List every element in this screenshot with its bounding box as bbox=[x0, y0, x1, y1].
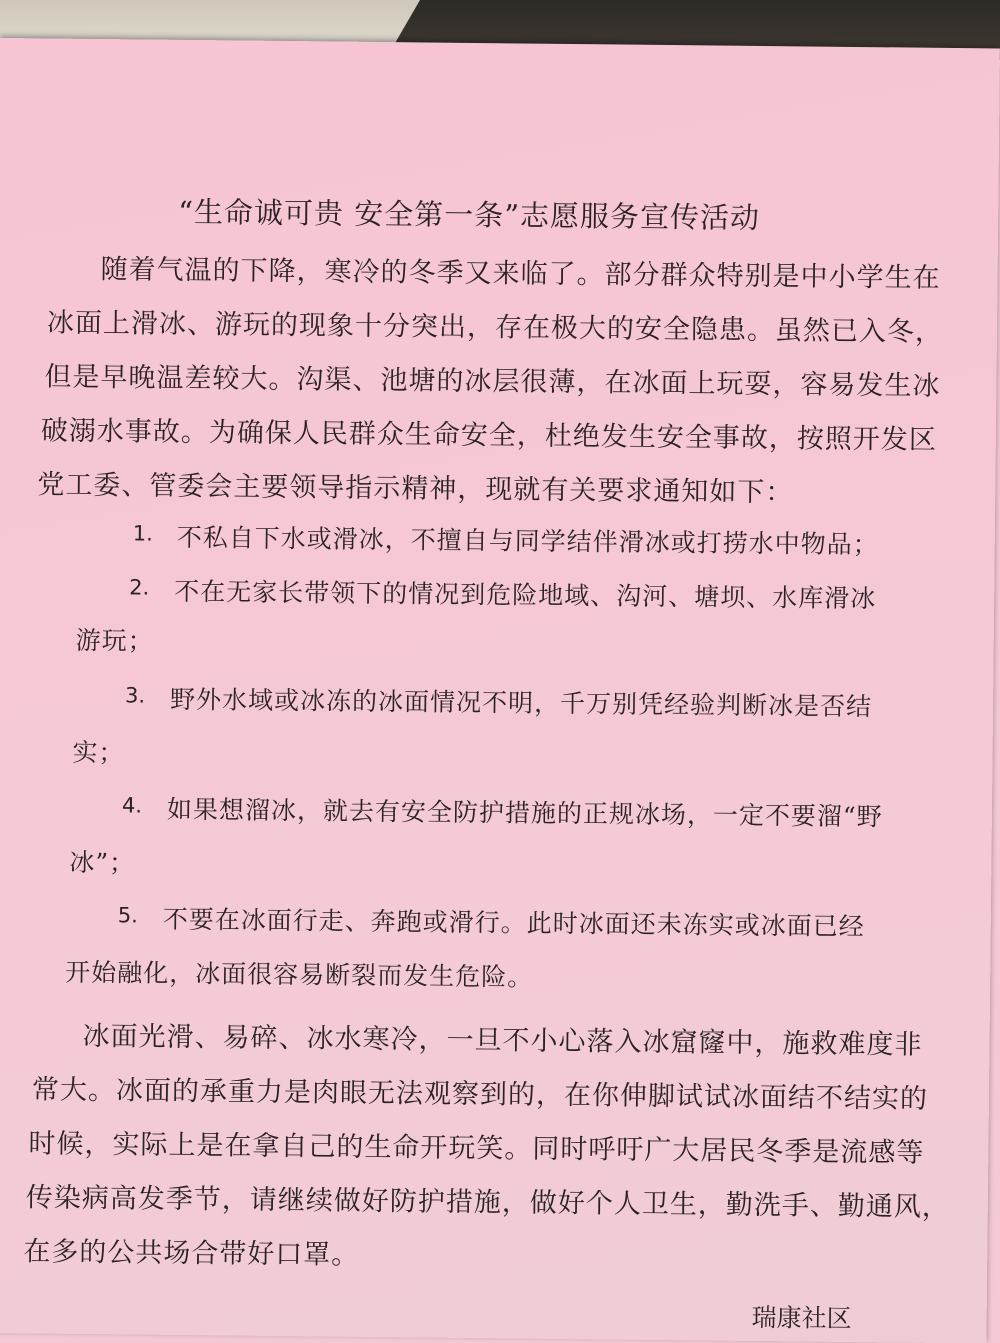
item-number: 1. bbox=[132, 521, 153, 546]
intro-line: 随着气温的下降，寒冷的冬季又来临了。部分群众特别是中小学生在 bbox=[100, 254, 941, 294]
closing-line: 传染病高发季节，请继续做好防护措施，做好个人卫生，勤洗手、勤通风， bbox=[25, 1182, 950, 1224]
item-text: 不私自下水或滑冰，不擅自与同学结伴滑冰或打捞水中物品； bbox=[176, 522, 879, 560]
item-text: 实； bbox=[72, 737, 125, 768]
closing-line: 时候，实际上是在拿自己的生命开玩笑。同时呼吁广大居民冬季是流感等 bbox=[28, 1128, 925, 1169]
intro-line: 冰面上滑冰、游玩的现象十分突出，存在极大的安全隐患。虽然已入冬， bbox=[46, 307, 944, 348]
closing-line: 冰面光滑、易碎、冰水寒冷，一旦不小心落入冰窟窿中，施救难度非 bbox=[82, 1020, 923, 1061]
item-text: 冰”； bbox=[69, 847, 136, 878]
item-text: 游玩； bbox=[75, 625, 154, 656]
intro-line: 破溺水事故。为确保人民群众生命安全，杜绝发生安全事故，按照开发区 bbox=[40, 415, 938, 456]
item-text: 如果想溜冰，就去有安全防护措施的正规冰场，一定不要溜“野 bbox=[166, 794, 883, 832]
notice-title: “生命诚可贵 安全第一条”志愿服务宣传活动 bbox=[178, 194, 761, 235]
item-number: 3. bbox=[124, 683, 146, 708]
closing-line: 在多的公共场合带好口罩。 bbox=[23, 1236, 360, 1271]
signature-community: 瑞康社区 bbox=[751, 1302, 852, 1333]
item-number: 5. bbox=[117, 903, 138, 928]
item-number: 4. bbox=[121, 793, 143, 818]
item-text: 开始融化，冰面很容易断裂而发生危险。 bbox=[65, 957, 534, 992]
intro-line: 但是早晚温差较大。沟渠、池塘的冰层很薄，在冰面上玩耍，容易发生冰 bbox=[44, 361, 941, 402]
item-number: 2. bbox=[129, 575, 150, 600]
closing-line: 常大。冰面的承重力是肉眼无法观察到的，在你伸脚试试冰面结不结实的 bbox=[31, 1074, 929, 1115]
item-text: 不要在冰面行走、奔跑或滑行。此时冰面还未冻实或冰面已经 bbox=[162, 904, 865, 942]
item-text: 不在无家长带领下的情况到危险地域、沟河、塘坝、水库滑冰 bbox=[174, 576, 877, 614]
item-text: 野外水域或冰冻的冰面情况不明，千万别凭经验判断冰是否结 bbox=[169, 684, 873, 722]
notice-sheet bbox=[0, 38, 1000, 1343]
intro-line: 党工委、管委会主要领导指示精神，现就有关要求通知如下： bbox=[37, 469, 794, 509]
